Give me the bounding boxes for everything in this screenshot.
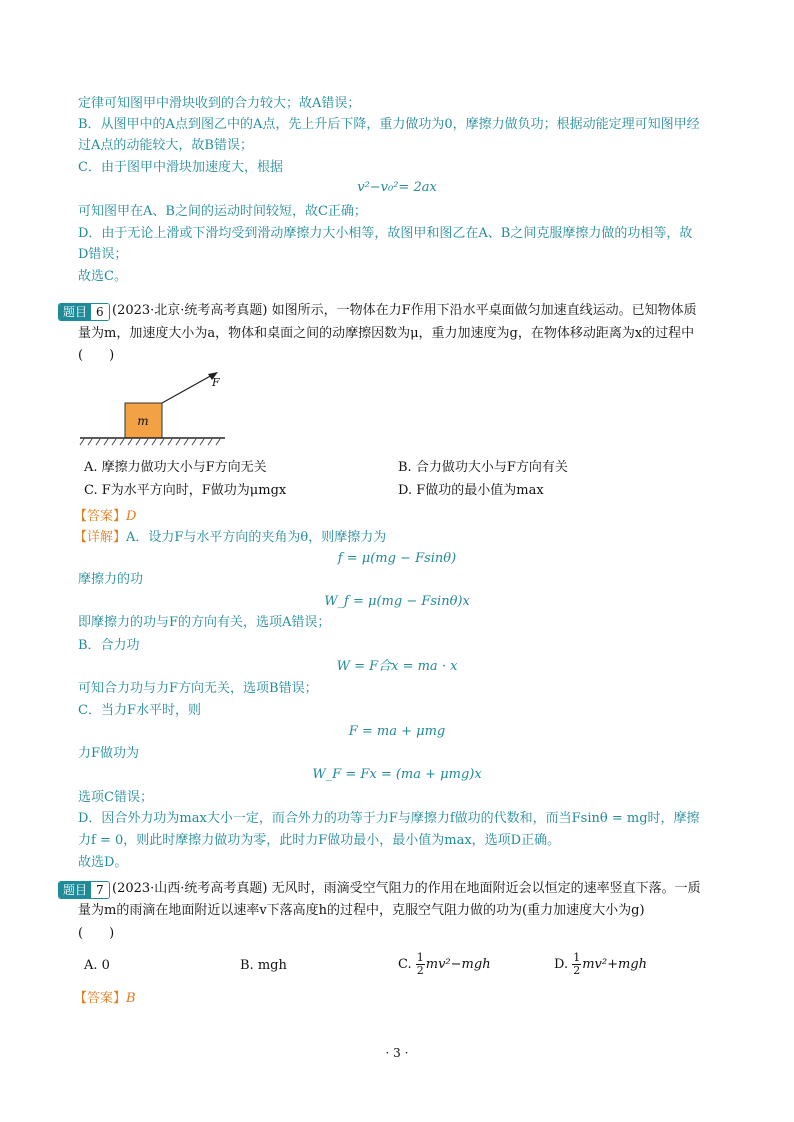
question-number: 6 xyxy=(91,304,109,320)
question-text: (2023·山西·统考高考真题) 无风时，雨滴受空气阻力的作用在地面附近会以恒定的速率竖直下落。一质 xyxy=(112,881,701,896)
force-arrow-line xyxy=(162,374,214,403)
block-mass-label: m xyxy=(137,414,149,428)
text-line: C．由于图甲中滑块加速度大，根据 xyxy=(78,160,283,175)
equation: W_F = Fx = (ma + μmg)x xyxy=(312,767,482,782)
detail-text: 力F做功为 xyxy=(78,746,140,761)
option-c-prefix: C. xyxy=(398,957,412,972)
question-badge xyxy=(58,881,110,899)
detail-text: C．当力F水平时，则 xyxy=(78,703,201,718)
fraction: $\frac{1}{2}$ xyxy=(416,951,424,977)
option-b: B. 合力做功大小与F方向有关 xyxy=(398,460,568,475)
question-text: (2023·北京·统考高考真题) 如图所示，一物体在力F作用下沿水平桌面做匀加速直线运动。已知物体质 xyxy=(112,303,697,318)
option-a: A. 摩擦力做功大小与F方向无关 xyxy=(84,460,267,475)
detail-label: 【详解】 xyxy=(74,530,127,545)
detail-text: 力f = 0，则此时摩擦力做功为零，此时力F做功最小，最小值为max，选项D正确。 xyxy=(78,833,561,848)
question-number: 7 xyxy=(91,882,109,898)
answer-value: D xyxy=(126,509,137,524)
equation: f = μ(mg − Fsinθ) xyxy=(337,551,457,566)
text-line: 定律可知图甲中滑块收到的合力较大；故A错误； xyxy=(78,96,361,111)
equation: v²−v₀²= 2ax xyxy=(357,180,437,195)
detail-text: 摩擦力的功 xyxy=(78,572,144,587)
answer-label: 【答案】 xyxy=(74,991,127,1006)
option-b: B. mgh xyxy=(240,958,287,973)
detail-text: 可知合力功与力F方向无关，选项B错误； xyxy=(78,681,318,696)
detail-text: 即摩擦力的功与F的方向有关，选项A错误； xyxy=(78,615,331,630)
detail-text: B．合力功 xyxy=(78,638,140,653)
answer-line xyxy=(74,507,136,527)
question-tag: 题目 xyxy=(59,304,91,320)
equation: W_f = μ(mg − Fsinθ)x xyxy=(324,594,470,609)
answer-paren: ( ) xyxy=(78,348,115,363)
detail-text: A．设力F与水平方向的夹角为θ，则摩擦力为 xyxy=(126,530,387,545)
fraction: $\frac{1}{2}$ xyxy=(573,951,581,977)
question-tag: 题目 xyxy=(59,882,91,898)
text-line: D错误； xyxy=(78,247,128,262)
option-d-prefix: D. xyxy=(554,957,569,972)
text-line: 故选C。 xyxy=(78,269,127,284)
answer-paren: ( ) xyxy=(78,926,115,941)
option-c-expr: mv²−mgh xyxy=(425,957,491,972)
option-d xyxy=(554,950,647,980)
answer-line xyxy=(74,989,136,1009)
equation: W = F合x = ma · x xyxy=(336,659,458,674)
detail-text: 选项C错误； xyxy=(78,790,153,805)
option-c xyxy=(398,950,491,980)
text-line: 过A点的动能较大，故B错误； xyxy=(78,138,253,153)
option-d-expr: mv²+mgh xyxy=(582,957,648,972)
equation: F = ma + μmg xyxy=(348,724,446,739)
question-text: 量为m，加速度大小为a，物体和桌面之间的动摩擦因数为μ，重力加速度为g，在物体移动距离为x的过程中 xyxy=(78,326,695,341)
question-badge xyxy=(58,303,110,321)
force-label: F xyxy=(212,376,220,389)
option-c: C. F为水平方向时，F做功为μmgx xyxy=(84,483,287,498)
answer-label: 【答案】 xyxy=(74,509,127,524)
table-hatch xyxy=(80,439,220,445)
detail-text: 故选D。 xyxy=(78,855,128,870)
option-a: A. 0 xyxy=(84,958,110,973)
figure-block-on-table xyxy=(78,368,238,450)
detail-text: D．因合外力功为max大小一定，而合外力的功等于力F与摩擦力f做功的代数和，而当Fsinθ = mg时，摩擦 xyxy=(78,811,700,826)
page-number: · 3 · xyxy=(385,1046,409,1060)
question-text: 量为m的雨滴在地面附近以速率v下落高度h的过程中，克服空气阻力做的功为(重力加速度大小为g) xyxy=(78,903,645,918)
detail-line xyxy=(74,528,386,548)
text-line: D．由于无论上滑或下滑均受到滑动摩擦力大小相等，故图甲和图乙在A、B之间克服摩擦力做的功相等，故 xyxy=(78,226,693,241)
text-line: 可知图甲在A、B之间的运动时间较短，故C正确； xyxy=(78,204,367,219)
answer-value: B xyxy=(126,991,136,1006)
text-line: B．从图甲中的A点到图乙中的A点，先上升后下降，重力做功为0，摩擦力做负功；根据动能定理可知图甲经 xyxy=(78,117,700,132)
option-d: D. F做功的最小值为max xyxy=(398,483,544,498)
